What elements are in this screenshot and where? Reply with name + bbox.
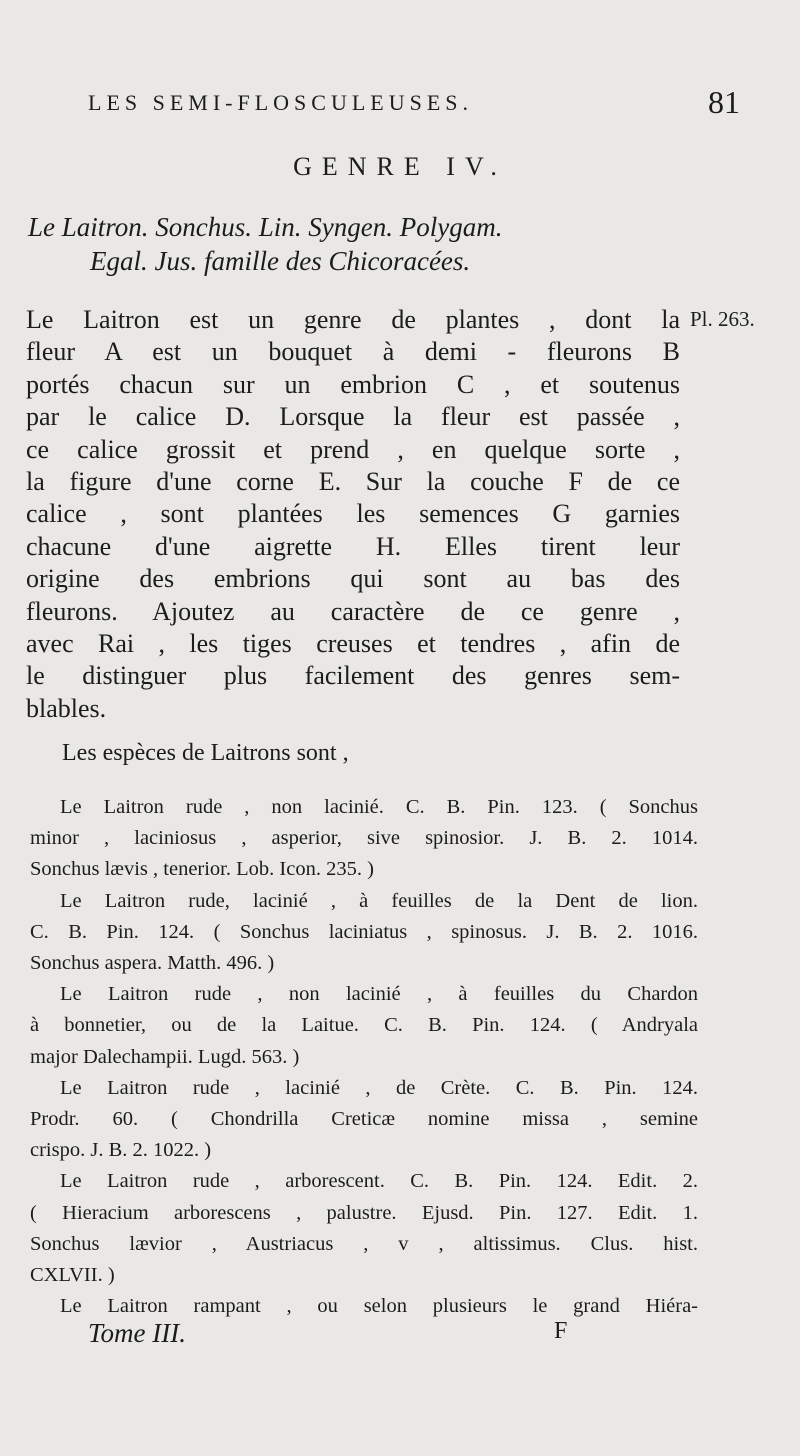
genus-title-line-1: Le Laitron. Sonchus. Lin. Syngen. Polygam.	[28, 212, 503, 242]
page-number: 81	[708, 84, 740, 120]
volume-label: Tome III.	[88, 1318, 186, 1348]
species-line: Le Laitron rude , non lacinié. C. B. Pin. 123. ( Sonchus	[60, 796, 698, 818]
species-line: Le Laitron rude , arborescent. C. B. Pin. 124. Edit. 2.	[60, 1170, 698, 1193]
signature-mark: F	[554, 1318, 568, 1344]
description-line: par le calice D. Lorsque la fleur est passée ,	[26, 402, 680, 432]
species-line: Sonchus lævior , Austriacus , v , altissimus. Clus. hist.	[30, 1232, 698, 1255]
species-line: major Dalechampii. Lugd. 563. )	[30, 1045, 300, 1068]
running-title: LES SEMI-FLOSCULEUSES.	[88, 90, 474, 115]
genus-title	[28, 210, 728, 278]
species-line: Le Laitron rampant , ou selon plusieurs le grand Hiéra-	[60, 1295, 698, 1318]
species-line: CXLVII. )	[30, 1264, 115, 1287]
genus-description	[26, 304, 680, 725]
genus-title-line-2: Egal. Jus. famille des Chicoracées.	[90, 246, 471, 276]
description-line: blables.	[26, 693, 107, 723]
page-footer	[88, 1318, 600, 1358]
description-line: origine des embrions qui sont au bas des	[26, 564, 680, 594]
species-line: Sonchus lævis , tenerior. Lob. Icon. 235. )	[30, 858, 374, 881]
description-line: le distinguer plus facilement des genres sem-	[26, 661, 680, 691]
plate-reference: Pl. 263.	[690, 307, 755, 331]
species-line: Le Laitron rude , lacinié , de Crète. C. B. Pin. 124.	[60, 1076, 698, 1099]
description-line: fleur A est un bouquet à demi - fleurons B	[26, 337, 680, 367]
species-list	[30, 792, 698, 1322]
description-line: la figure d'une corne E. Sur la couche F de ce	[26, 467, 680, 497]
running-head	[88, 84, 740, 124]
description-line: ce calice grossit et prend , en quelque sorte ,	[26, 434, 680, 464]
species-line: ( Hieracium arborescens , palustre. Ejusd. Pin. 127. Edit. 1.	[30, 1201, 698, 1224]
species-line: Le Laitron rude , non lacinié , à feuilles du Chardon	[60, 983, 698, 1006]
description-line: avec Rai , les tiges creuses et tendres , afin de	[26, 629, 680, 659]
species-line: Sonchus aspera. Matth. 496. )	[30, 952, 275, 975]
description-line: calice , sont plantées les semences G garnies	[26, 499, 680, 529]
species-intro: Les espèces de Laitrons sont ,	[62, 740, 349, 766]
species-line: crispo. J. B. 2. 1022. )	[30, 1139, 212, 1162]
species-line: Le Laitron rude, lacinié , à feuilles de la Dent de lion.	[60, 889, 698, 912]
description-line: chacune d'une aigrette H. Elles tirent leur	[26, 531, 680, 561]
description-line: portés chacun sur un embrion C , et soutenus	[26, 369, 680, 399]
species-line: C. B. Pin. 124. ( Sonchus laciniatus , spinosus. J. B. 2. 1016.	[30, 920, 698, 943]
species-line: à bonnetier, ou de la Laitue. C. B. Pin. 124. ( Andryala	[30, 1014, 698, 1037]
description-line: Le Laitron est un genre de plantes , dont la	[26, 305, 680, 334]
species-line: Prodr. 60. ( Chondrilla Creticæ nomine missa , semine	[30, 1108, 698, 1131]
genre-heading: GENRE IV.	[293, 152, 507, 181]
description-line: fleurons. Ajoutez au caractère de ce genre ,	[26, 596, 680, 626]
species-line: minor , laciniosus , asperior, sive spinosior. J. B. 2. 1014.	[30, 827, 698, 850]
